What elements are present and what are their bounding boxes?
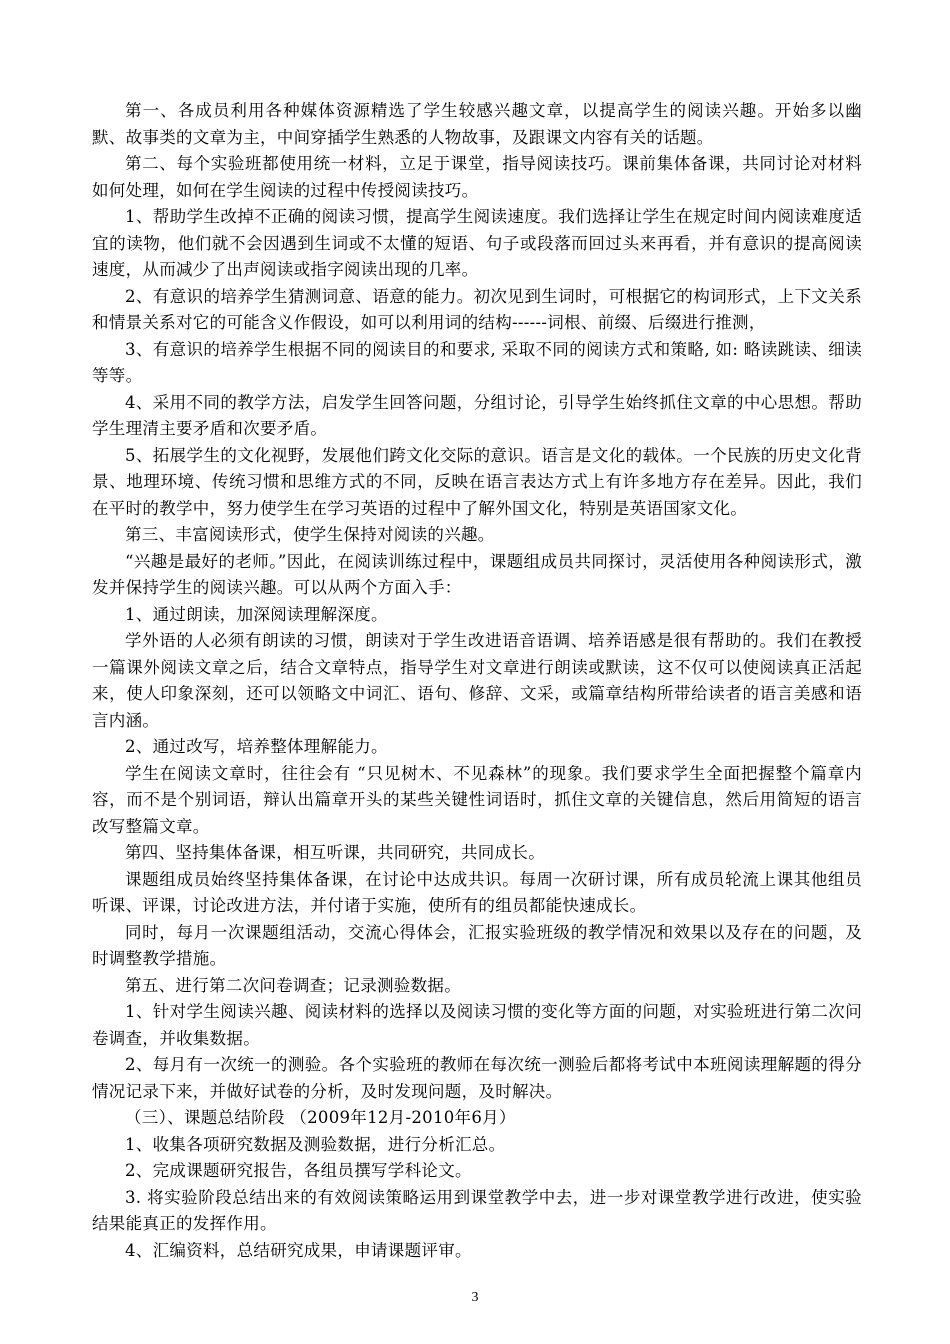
paragraph: 第五、进行第二次问卷调查；记录测验数据。: [125, 975, 461, 995]
paragraph: 3. 将实验阶段总结出来的有效阅读策略运用到课堂教学中去，进一步对课堂教学进行改进，使实验结果能真正的发挥作用。: [92, 1187, 862, 1233]
paragraph: 4、汇编资料，总结研究成果，申请课题评审。: [125, 1240, 472, 1260]
paragraph: 2、通过改写，培养整体理解能力。: [125, 737, 388, 756]
paragraph: 第二、每个实验班都使用统一材料，立足于课堂，指导阅读技巧。课前集体备课，共同讨论对材料如何处理，如何在学生阅读的过程中传授阅读技巧。: [92, 154, 862, 200]
paragraph: 3、有意识的培养学生根据不同的阅读目的和要求, 采取不同的阅读方式和策略, 如: 略读跳读、细读等等。: [92, 339, 862, 385]
paragraph: 学生在阅读文章时，往往会有 “只见树木、不见森林”的现象。我们要求学生全面把握整个篇章内容，而不是个别词语，辩认出篇章开头的某些关键性词语时，抓住文章的关键信息，然后用简短的语言改写整篇文章。: [92, 763, 862, 836]
paragraph: 同时，每月一次课题组活动，交流心得体会，汇报实验班级的教学情况和效果以及存在的问题，及时调整教学措施。: [92, 922, 862, 968]
document-body: [92, 98, 862, 1264]
paragraph: 2、完成课题研究报告，各组员撰写学科论文。: [125, 1161, 472, 1180]
paragraph: 课题组成员始终坚持集体备课，在讨论中达成共识。每周一次研讨课，所有成员轮流上课其他组员听课、评课，讨论改进方法，并付诸于实施，使所有的组员都能快速成长。: [92, 869, 862, 915]
paragraph: 第四、坚持集体备课，相互听课，共同研究，共同成长。: [125, 843, 545, 862]
paragraph: 4、采用不同的教学方法，启发学生回答问题，分组讨论，引导学生始终抓住文章的中心思想。帮助学生理清主要矛盾和次要矛盾。: [92, 392, 862, 438]
paragraph: 1、收集各项研究数据及测验数据，进行分析汇总。: [125, 1134, 506, 1154]
page-number: 3: [471, 1290, 479, 1305]
section-heading: （三）、课题总结阶段 （2009年12月-2010年6月）: [125, 1108, 516, 1127]
paragraph: 第一、各成员利用各种媒体资源精选了学生较感兴趣文章，以提高学生的阅读兴趣。开始多以幽默、故事类的文章为主，中间穿插学生熟悉的人物故事，及跟课文内容有关的话题。: [92, 101, 862, 147]
paragraph: 2、有意识的培养学生猜测词意、语意的能力。初次见到生词时，可根据它的构词形式，上下文关系和情景关系对它的可能含义作假设，如可以利用词的结构------词根、前缀、后缀进行推测，: [92, 286, 862, 332]
paragraph: 学外语的人必须有朗读的习惯，朗读对于学生改进语音语调、培养语感是很有帮助的。我们在教授一篇课外阅读文章之后，结合文章特点，指导学生对文章进行朗读或默读，这不仅可以使阅读真正活起来，使人印象深刻，还可以领略文中词汇、语句、修辞、文采，或篇章结构所带给读者的语言美感和语言内涵。: [92, 631, 862, 730]
paragraph: 2、每月有一次统一的测验。各个实验班的教师在每次统一测验后都将考试中本班阅读理解题的得分情况记录下来，并做好试卷的分析，及时发现问题，及时解决。: [92, 1055, 862, 1101]
paragraph: 1、通过朗读，加深阅读理解深度。: [125, 604, 388, 624]
paragraph: “兴趣是最好的老师。”因此，在阅读训练过程中，课题组成员共同探讨，灵活使用各种阅读形式，激发并保持学生的阅读兴趣。可以从两个方面入手：: [92, 551, 862, 597]
paragraph: 5、拓展学生的文化视野，发展他们跨文化交际的意识。语言是文化的载体。一个民族的历史文化背景、地理环境、传统习惯和思维方式的不同，反映在语言表达方式上有许多地方存在差异。因此，我们在平时的教学中，努力使学生在学习英语的过程中了解外国文化，特别是英语国家文化。: [92, 445, 862, 518]
paragraph: 1、帮助学生改掉不正确的阅读习惯，提高学生阅读速度。我们选择让学生在规定时间内阅读难度适宜的读物，他们就不会因遇到生词或不太懂的短语、句子或段落而回过头来再看，并有意识的提高阅读速度，从而减少了出声阅读或指字阅读出现的几率。: [92, 207, 862, 279]
paragraph: 1、针对学生阅读兴趣、阅读材料的选择以及阅读习惯的变化等方面的问题，对实验班进行第二次问卷调查，并收集数据。: [92, 1002, 862, 1048]
paragraph: 第三、丰富阅读形式，使学生保持对阅读的兴趣。: [125, 525, 495, 544]
